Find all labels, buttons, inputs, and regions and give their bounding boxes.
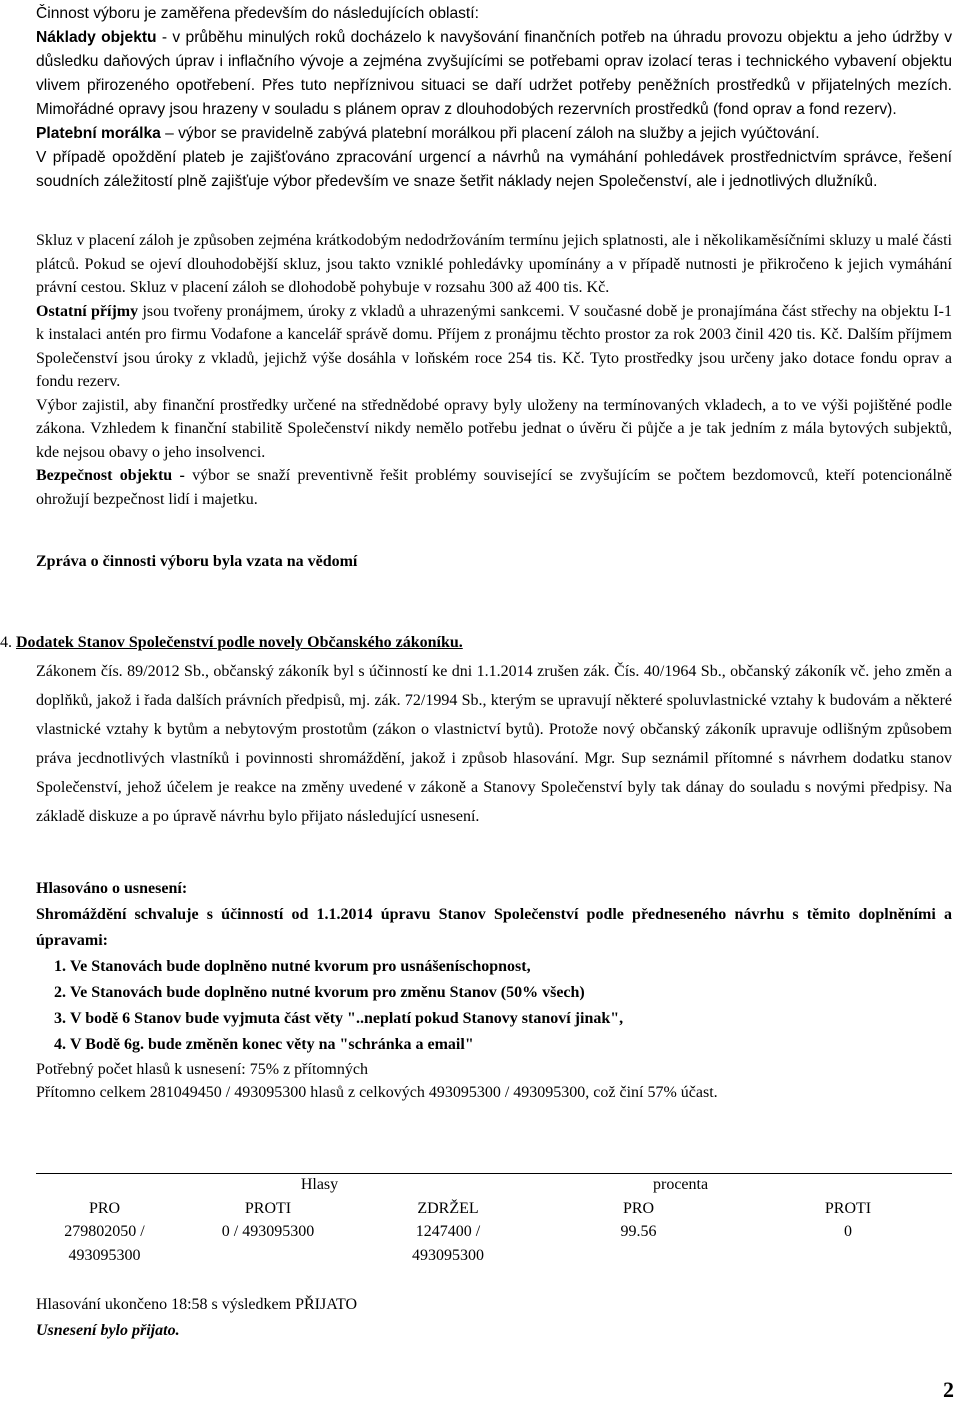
- intro-section: [36, 2, 952, 194]
- zprava-section: [36, 550, 952, 574]
- bezpecnost-paragraph: Bezpečnost objektu - výbor se snaží preventivně řešit problémy související se zvyšujícím se počtem bezdomovců, kteří potencionálně ohrožují bezpečnost lidí i majetku.: [36, 467, 952, 508]
- votes-table: [36, 1173, 952, 1267]
- moralka-heading: Platební morálka: [36, 125, 161, 142]
- present-votes: Přítomno celkem 281049450 / 493095300 hlasů z celkových 493095300 / 493095300, což činí 57% účast.: [36, 1084, 718, 1101]
- cell-proti-pct: 0: [844, 1223, 852, 1240]
- moralka-paragraph-2: V případě opoždění plateb je zajišťováno zpracování urgencí a návrhů na vymáhání pohledávek prostřednictvím správce, řešení soudních záležitostí plně zajišťuje výbor především ve snaze šetřit náklady nejen Společenství, ale i jednotlivých dlužníků.: [36, 149, 952, 190]
- usneseni-section: [36, 876, 952, 1104]
- zprava-line: Zpráva o činnosti výboru byla vzata na vědomí: [36, 553, 358, 570]
- moralka-paragraph: Platební morálka – výbor se pravidelně zabývá platební morálkou při placení záloh na služby a jejich vyúčtování.: [36, 125, 820, 142]
- header-zdrzel: ZDRŽEL: [417, 1199, 479, 1217]
- cell-pro-pct: 99.56: [620, 1223, 657, 1240]
- group-hlasy: Hlasy: [300, 1176, 339, 1193]
- list-item: 2. Ve Stanovách bude doplněno nutné kvorum pro změnu Stanov (50% všech): [54, 984, 585, 1001]
- cell-pro: 279802050 / 493095300: [64, 1223, 145, 1264]
- bezpecnost-heading: Bezpečnost objektu -: [36, 467, 185, 484]
- required-votes: Potřebný počet hlasů k usnesení: 75% z přítomných: [36, 1061, 368, 1078]
- prijmy-heading: Ostatní příjmy: [36, 302, 139, 320]
- group-procenta: procenta: [653, 1176, 709, 1193]
- naklady-paragraph: Náklady objektu - v průběhu minulých roků docházelo k navyšování finančních potřeb na úhradu provozu objektu a jeho údržby v důsledku daňových úprav i inflačního vývoje a zejména zvyšujícími se potřebami oprav izolací teras i technického vybavení objektu vlivem přirozeného opotřebení. Přes tuto nepříznivou situaci se daří udržet potřeby peněžních prostředků v přijatelných mezích. Mimořádné opravy jsou hrazeny v souladu s plánem oprav z dlouhodobých rezervních prostředků (fond oprav a fond rezerv).: [36, 29, 953, 118]
- result-section: [36, 1292, 952, 1344]
- usneseni-list: [36, 954, 952, 1058]
- list-item: 1. Ve Stanovách bude doplněno nutné kvorum pro usnášeníschopnost,: [54, 958, 531, 975]
- table-row: [36, 1220, 952, 1267]
- list-item: 4. V Bodě 6g. bude změněn konec věty na "schránka a email": [54, 1036, 474, 1053]
- section-4: [0, 628, 952, 831]
- prijmy-paragraph-2: Výbor zajistil, aby finanční prostředky určené na střednědobé opravy byly uloženy na termínovaných vkladech, a to ve výši pojištěné podle zákona. Vzhledem k finanční stabilitě Společenství nikdy nemělo potřebu jednat o úvěru či půjče a je tak jedním z mála bytových subjektů, kde nejsou obavy o jeho insolvenci.: [36, 396, 952, 461]
- intro-line: Činnost výboru je zaměřena především do následujících oblastí:: [36, 5, 479, 22]
- section-4-body: Zákonem čís. 89/2012 Sb., občanský zákoník byl s účinností ke dni 1.1.2014 zrušen zák. Čís. 40/1964 Sb., občanský zákoník vč. jeho změn a doplňků, jakož i řada dalších právních předpisů, mj. zák. 72/1994 Sb., kterým se upravují některé spoluvlastnické vztahy k budovám a některé vlastnické vztahy k bytům a nebytovým prostotům (zákon o vlastnictví bytů). Protože nový občanský zákoník upravuje odlišným způsobem práva jecdnotlivých vlastníků i povinnosti shromáždění, jakož i způsob hlasování. Mgr. Sup seznámil přítomné s návrhem dodatku stanov Společenství, jehož účelem je reakce na změny uvedené v zákoně a Stanovy Společenství byly tak dánay do souladu s novými předpisy. Na základě diskuze a po úpravě návrhu bylo přijato následující usnesení.: [36, 663, 952, 825]
- result-line: Hlasování ukončeno 18:58 s výsledkem PŘIJATO: [36, 1296, 358, 1313]
- accepted-line: Usnesení bylo přijato.: [36, 1322, 180, 1339]
- naklady-heading: Náklady objektu: [36, 29, 157, 46]
- list-item: 3. V bodě 6 Stanov bude vyjmuta část věty "..neplatí pokud Stanovy stanoví jinak",: [54, 1010, 624, 1027]
- header-proti-pct: PROTI: [824, 1199, 872, 1217]
- skluz-section: [36, 229, 952, 511]
- table-row: [36, 1173, 952, 1197]
- usneseni-statement: Shromáždění schvaluje s účinností od 1.1.2014 úpravu Stanov Společenství podle předneseného návrhu s těmito doplněními a úpravami:: [36, 906, 952, 949]
- section-4-title: 4. Dodatek Stanov Společenství podle novely Občanského zákoníku.: [0, 634, 463, 651]
- prijmy-paragraph: Ostatní příjmy jsou tvořeny pronájmem, úroky z vkladů a uhrazenými sankcemi. V současné době je pronajímána část střechy na objektu I-1 k instalaci antén pro firmu Vodafone a kancelář správě domu. Příjem z pronájmu těchto prostor za rok 2003 činil 420 tis. Kč. Dalším příjmem Společenství jsou úroky z vkladů, jejichž výše dosáhla v loňském roce 254 tis. Kč. Tyto prostředky jsou určeny jako dotace fondu oprav a fondu rezerv.: [36, 302, 953, 390]
- cell-zdrzel: 1247400 / 493095300: [412, 1223, 484, 1264]
- page-number: 2: [943, 1377, 954, 1402]
- skluz-paragraph: Skluz v placení záloh je způsoben zejména krátkodobým nedodržováním termínu jejich splatnosti, ale i několikaměsíčními skluzy u malé části plátců. Pokud se ojeví dlouhodobější skluz, jsou takto vzniklé pohledávky upomínány a v případě nutnosti je přikročeno k jejich vymáhání právní cestou. Skluz v placení záloh se dlohodobě pohybuje v rozsahu 300 až 400 tis. Kč.: [36, 232, 952, 296]
- usneseni-heading: Hlasováno o usnesení:: [36, 880, 188, 897]
- table-row: [36, 1197, 952, 1221]
- cell-proti: 0 / 493095300: [221, 1223, 315, 1240]
- header-pro-pct: PRO: [622, 1199, 655, 1217]
- header-proti: PROTI: [244, 1199, 292, 1217]
- header-pro: PRO: [88, 1199, 121, 1217]
